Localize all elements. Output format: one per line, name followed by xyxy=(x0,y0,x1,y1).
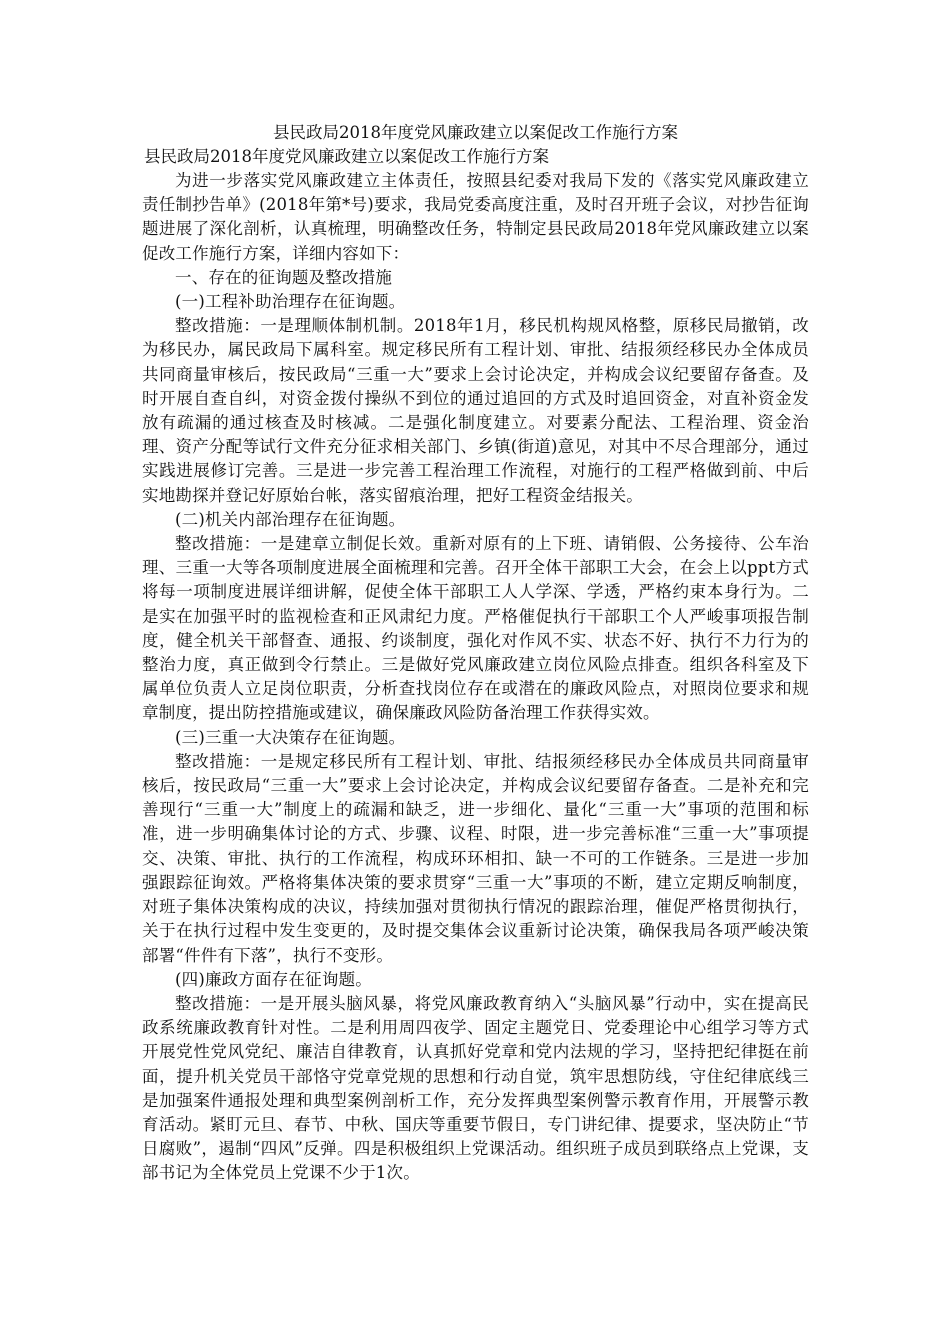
document-page xyxy=(142,121,809,1186)
issue-heading-2: (二)机关内部治理存在征询题。 xyxy=(175,509,406,529)
measures-paragraph-2: 整改措施：一是建章立制促长效。重新对原有的上下班、请销假、公务接待、公车治理、三重一大等各项制度进展全面梳理和完善。召开全体干部职工大会，在会上以ppt方式将每一项制度进展详细讲解，促使全体干部职工人人学深、学透，严格约束本身行为。二是实在加强平时的监视检查和正风肃纪力度。严格催促执行干部职工个人严峻事项报告制度，健全机关干部督查、通报、约谈制度，强化对作风不实、状态不好、执行不力行为的整治力度，真正做到令行禁止。三是做好党风廉政建立岗位风险点排查。组织各科室及下属单位负责人立足岗位职责，分析查找岗位存在或潜在的廉政风险点，对照岗位要求和规章制度，提出防控措施或建议，确保廉政风险防备治理工作获得实效。 xyxy=(142,534,809,723)
document-title: 县民政局2018年度党风廉政建立以案促改工作施行方案 xyxy=(273,123,678,142)
section-heading: 一、存在的征询题及整改措施 xyxy=(175,267,393,287)
document-subtitle: 县民政局2018年度党风廉政建立以案促改工作施行方案 xyxy=(144,147,549,166)
measures-paragraph-1: 整改措施：一是理顺体制机制。2018年1月，移民机构规风格整，原移民局撤销，改为移民办，属民政局下属科室。规定移民所有工程计划、审批、结报须经移民办全体成员共同商量审核后，按民政局“三重一大”要求上会讨论决定，并构成会议纪要留存备查。及时开展自查自纠，对资金拨付操纵不到位的通过追回的方式及时追回资金，对直补资金发放有疏漏的通过核查及时核减。二是强化制度建立。对要素分配法、工程治理、资金治理、资产分配等试行文件充分征求相关部门、乡镇(街道)意见，对其中不尽合理部分，通过实践进展修订完善。三是进一步完善工程治理工作流程，对施行的工程严格做到前、中后实地勘探并登记好原始台帐，落实留痕治理，把好工程资金结报关。 xyxy=(142,316,809,505)
intro-paragraph: 为进一步落实党风廉政建立主体责任，按照县纪委对我局下发的《落实党风廉政建立责任制抄告单》(2018年第*号)要求，我局党委高度注重，及时召开班子会议，对抄告征询题进展了深化剖析，认真梳理，明确整改任务，特制定县民政局2018年党风廉政建立以案促改工作施行方案，详细内容如下： xyxy=(142,171,809,263)
measures-paragraph-4: 整改措施：一是开展头脑风暴，将党风廉政教育纳入“头脑风暴”行动中，实在提高民政系统廉政教育针对性。二是利用周四夜学、固定主题党日、党委理论中心组学习等方式开展党性党风党纪、廉洁自律教育，认真抓好党章和党内法规的学习，坚持把纪律挺在前面，提升机关党员干部恪守党章党规的思想和行动自觉，筑牢思想防线，守住纪律底线三是加强案件通报处理和典型案例剖析工作，充分发挥典型案例警示教育作用，开展警示教育活动。紧盯元旦、春节、中秋、国庆等重要节假日，专门讲纪律、提要求，坚决防止“节日腐败”，遏制“四风”反弹。四是积极组织上党课活动。组织班子成员到联络点上党课，支部书记为全体党员上党课不少于1次。 xyxy=(142,993,809,1183)
issue-heading-3: (三)三重一大决策存在征询题。 xyxy=(175,727,406,747)
measures-paragraph-3: 整改措施：一是规定移民所有工程计划、审批、结报须经移民办全体成员共同商量审核后，按民政局“三重一大”要求上会讨论决定，并构成会议纪要留存备查。二是补充和完善现行“三重一大”制度上的疏漏和缺乏，进一步细化、量化“三重一大”事项的范围和标准，进一步明确集体讨论的方式、步骤、议程、时限，进一步完善标准“三重一大”事项提交、决策、审批、执行的工作流程，构成环环相扣、缺一不可的工作链条。三是进一步加强跟踪征询效。严格将集体决策的要求贯穿“三重一大”事项的不断，建立定期反响制度，对班子集体决策构成的决议，持续加强对贯彻执行情况的跟踪治理，催促严格贯彻执行，关于在执行过程中发生变更的，及时提交集体会议重新讨论决策，确保我局各项严峻决策部署“件件有下落”，执行不变形。 xyxy=(142,751,809,965)
issue-heading-1: (一)工程补助治理存在征询题。 xyxy=(175,292,406,312)
issue-heading-4: (四)廉政方面存在征询题。 xyxy=(175,969,372,989)
